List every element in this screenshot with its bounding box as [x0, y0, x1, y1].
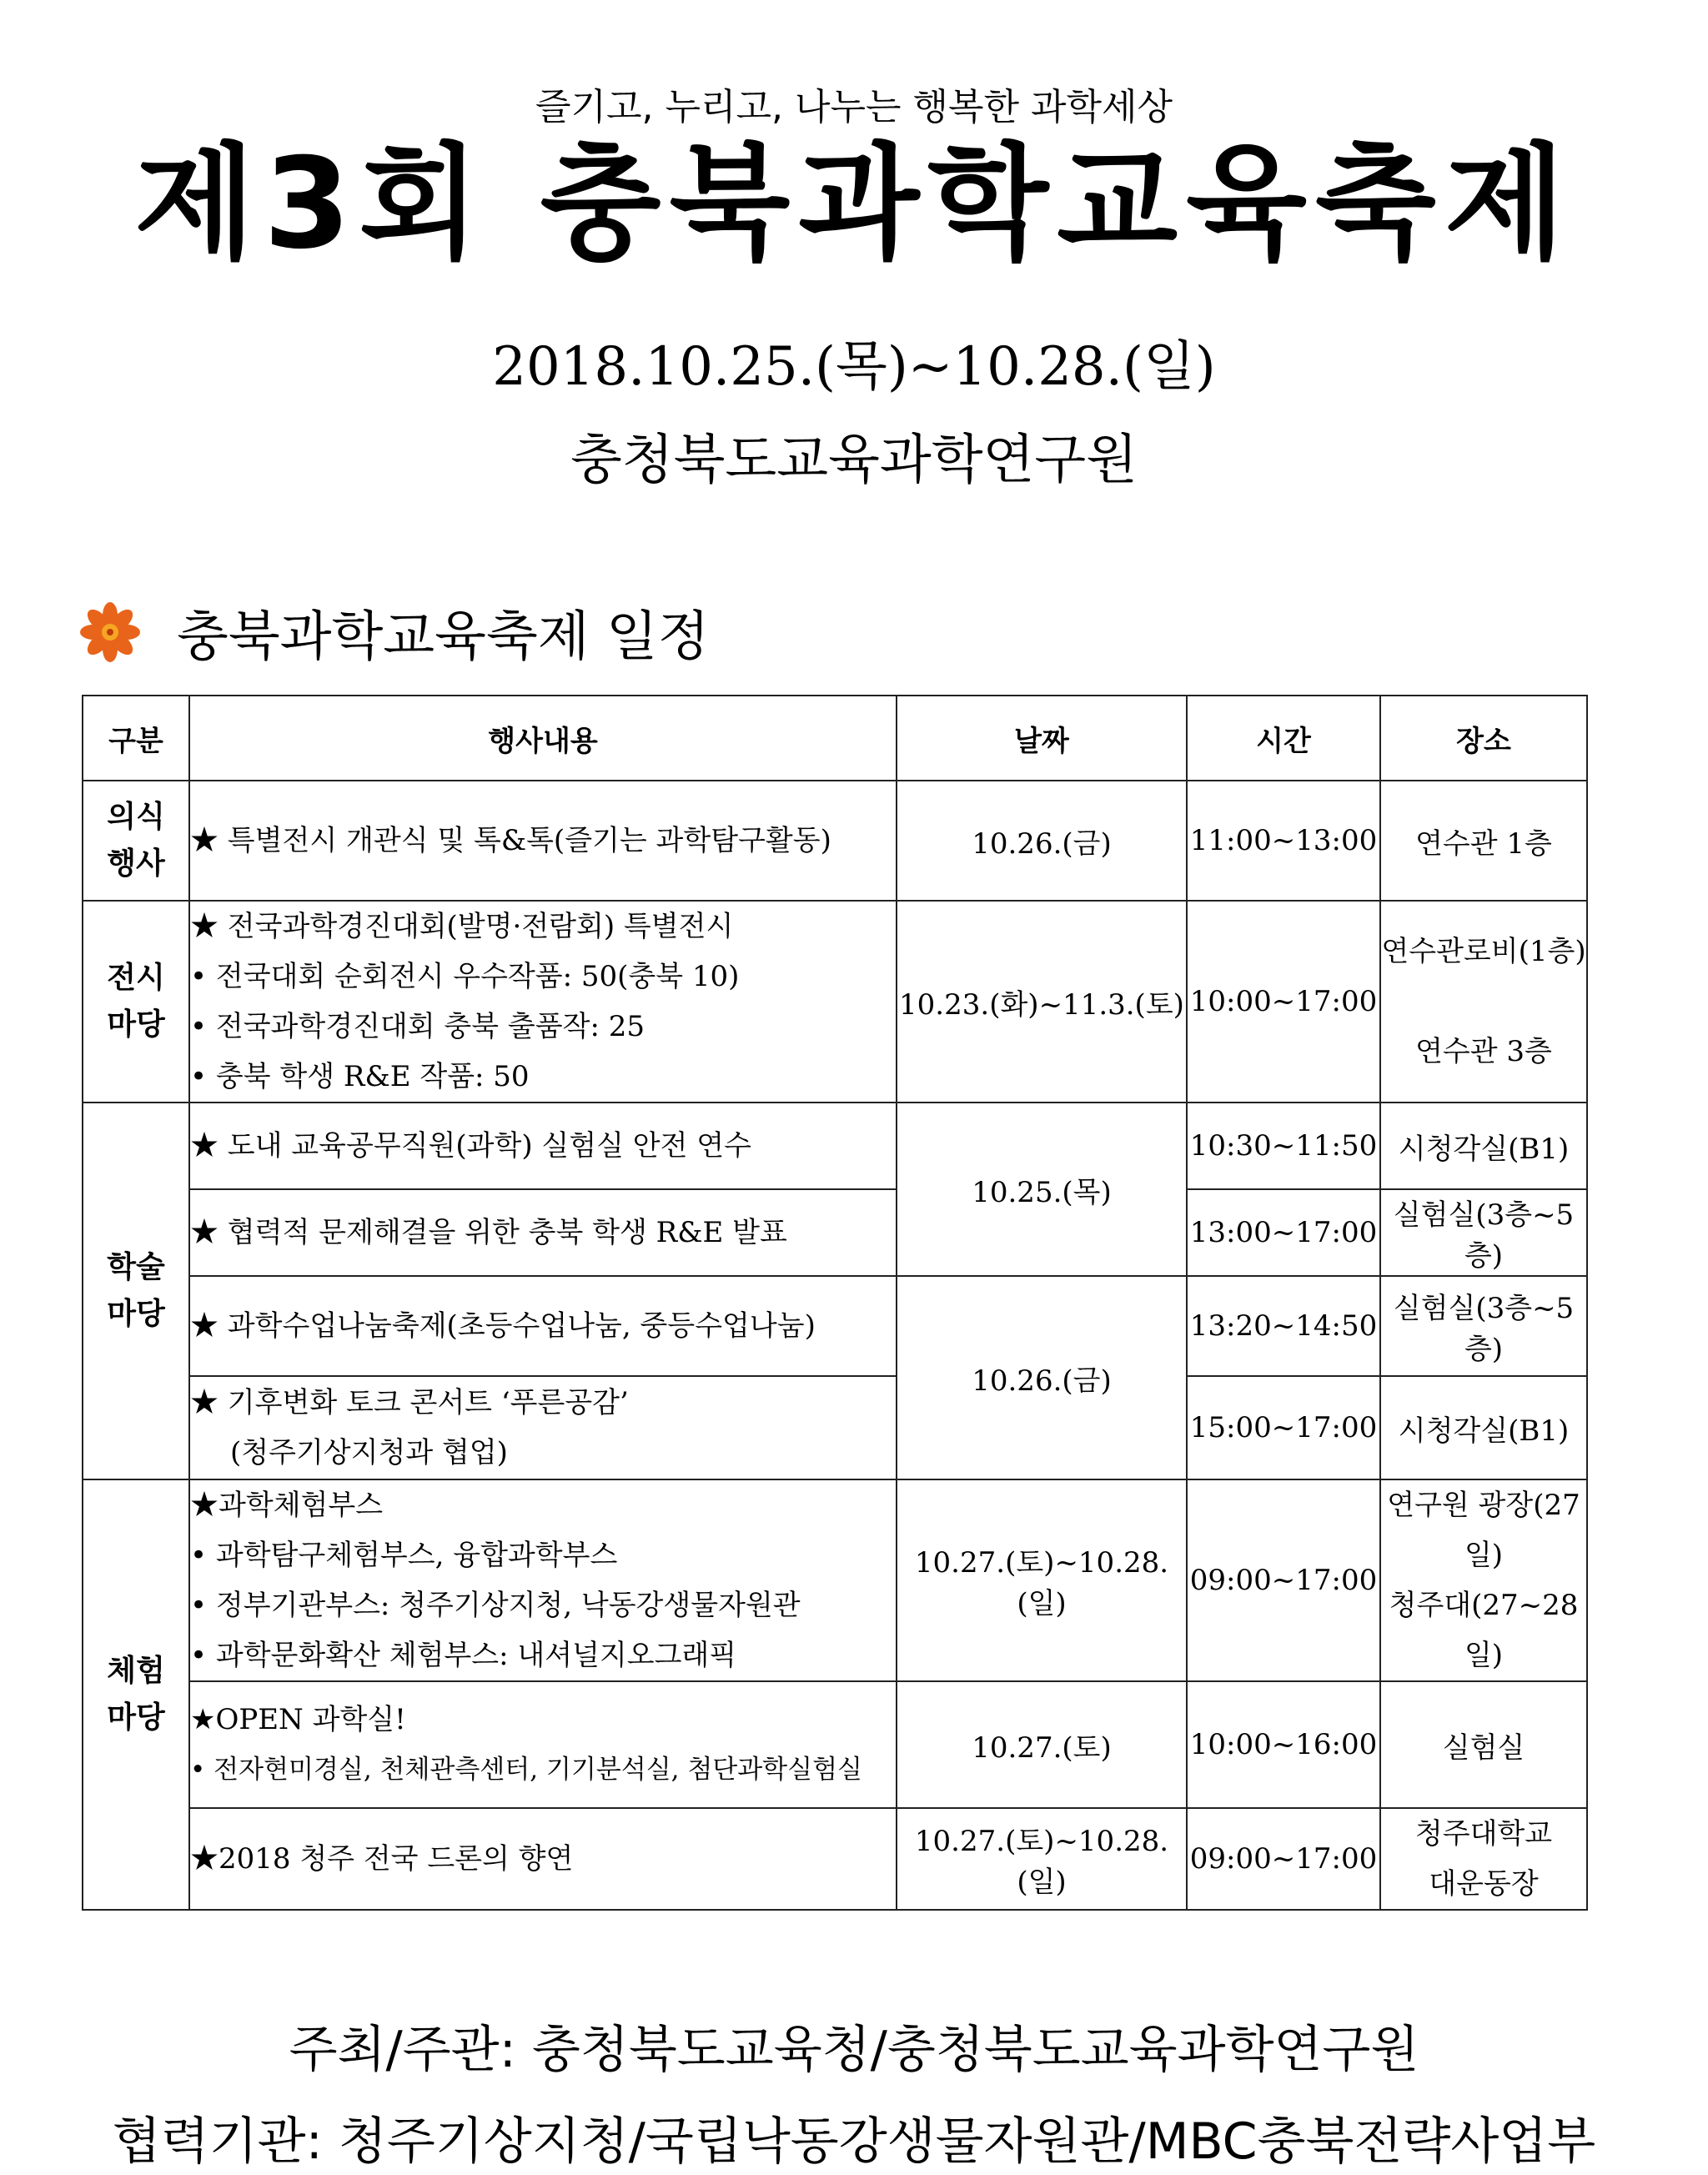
- category-experience: [83, 1479, 189, 1910]
- section-heading: [80, 594, 710, 671]
- event-content: ★ 특별전시 개관식 및 톡&톡(즐기는 과학탐구활동): [189, 781, 897, 901]
- table-row: [83, 1376, 1587, 1479]
- event-date: 10.27.(토): [897, 1681, 1187, 1808]
- content-line: • 전국대회 순회전시 우수작품: 50(충북 10): [190, 960, 740, 993]
- event-time: 09:00~17:00: [1187, 1479, 1380, 1681]
- category-label-line1: 전시: [107, 961, 165, 995]
- event-date: 10.26.(금): [897, 1276, 1187, 1479]
- table-row: [83, 901, 1587, 1103]
- category-academic: [83, 1103, 189, 1479]
- table-header-row: [83, 696, 1587, 781]
- category-label-line2: 마당: [107, 1297, 165, 1331]
- event-time: 13:00~17:00: [1187, 1189, 1380, 1276]
- table-row: [83, 1189, 1587, 1276]
- table-row: [83, 1103, 1587, 1189]
- flower-icon: [80, 602, 140, 662]
- event-content: [189, 1376, 897, 1479]
- event-time: 10:00~16:00: [1187, 1681, 1380, 1808]
- place-line: 연수관 3층: [1415, 1035, 1552, 1068]
- event-content: ★2018 청주 전국 드론의 향연: [189, 1808, 897, 1910]
- event-place: 시청각실(B1): [1380, 1103, 1587, 1189]
- event-time: 11:00~13:00: [1187, 781, 1380, 901]
- event-date: 10.25.(목): [897, 1103, 1187, 1276]
- event-content: ★ 협력적 문제해결을 위한 충북 학생 R&E 발표: [189, 1189, 897, 1276]
- place-line: 대운동장: [1429, 1867, 1539, 1901]
- header-content: 행사내용: [189, 696, 897, 781]
- table-row: [83, 1276, 1587, 1376]
- place-line: 연수관로비(1층): [1381, 935, 1586, 968]
- event-place: 연수관 1층: [1380, 781, 1587, 901]
- table-row: [83, 1808, 1587, 1910]
- place-line: 청주대학교: [1414, 1817, 1553, 1851]
- content-line: (청주기상지청과 협업): [230, 1436, 508, 1469]
- slogan: 즐기고, 누리고, 나누는 행복한 과학세상: [535, 86, 1173, 128]
- place-spacer: [1381, 977, 1586, 1027]
- content-line: ★과학체험부스: [190, 1489, 384, 1522]
- content-line: • 과학탐구체험부스, 융합과학부스: [190, 1539, 618, 1572]
- event-place: [1380, 1479, 1587, 1681]
- organization-name: 충청북도교육과학연구원: [570, 429, 1138, 491]
- category-ceremony: [83, 781, 189, 901]
- event-date: 10.27.(토)~10.28.(일): [897, 1808, 1187, 1910]
- content-line: • 전국과학경진대회 충북 출품작: 25: [190, 1010, 645, 1043]
- content-line: • 과학문화확산 체험부스: 내셔널지오그래픽: [190, 1639, 737, 1672]
- main-title: 제3회 충북과학교육축제: [134, 132, 1574, 277]
- category-label-line2: 행사: [107, 846, 165, 881]
- footer-host: 주최/주관: 충청북도교육청/충청북도교육과학연구원: [289, 2021, 1419, 2079]
- header-place: 장소: [1380, 696, 1587, 781]
- event-content: [189, 901, 897, 1103]
- category-label-line1: 의식: [107, 800, 165, 834]
- content-line: ★ 기후변화 토크 콘서트 ‘푸른공감’: [190, 1386, 629, 1419]
- event-place: 실험실(3층~5층): [1380, 1189, 1587, 1276]
- event-place: 시청각실(B1): [1380, 1376, 1587, 1479]
- event-content: ★ 도내 교육공무직원(과학) 실험실 안전 연수: [189, 1103, 897, 1189]
- category-label-line2: 마당: [107, 1700, 165, 1735]
- place-line: 연구원 광장(27일): [1387, 1489, 1580, 1572]
- footer-partners: 협력기관: 청주기상지청/국립낙동강생물자원관/MBC충북전략사업부: [112, 2112, 1596, 2171]
- content-line: • 정부기관부스: 청주기상지청, 낙동강생물자원관: [190, 1589, 801, 1622]
- category-exhibit: [83, 901, 189, 1103]
- event-place: 실험실: [1380, 1681, 1587, 1808]
- event-time: 09:00~17:00: [1187, 1808, 1380, 1910]
- event-date: 10.27.(토)~10.28.(일): [897, 1479, 1187, 1681]
- table-row: [83, 1681, 1587, 1808]
- content-line: ★OPEN 과학실!: [190, 1703, 406, 1736]
- event-place: 실험실(3층~5층): [1380, 1276, 1587, 1376]
- event-time: 13:20~14:50: [1187, 1276, 1380, 1376]
- schedule-table: [82, 695, 1588, 1911]
- table-row: [83, 781, 1587, 901]
- festival-dates: 2018.10.25.(목)~10.28.(일): [492, 336, 1216, 398]
- event-time: 10:30~11:50: [1187, 1103, 1380, 1189]
- event-time: 15:00~17:00: [1187, 1376, 1380, 1479]
- event-date: 10.23.(화)~11.3.(토): [897, 901, 1187, 1103]
- event-content: [189, 1479, 897, 1681]
- content-line: • 전자현미경실, 천체관측센터, 기기분석실, 첨단과학실험실: [190, 1755, 862, 1785]
- event-date: 10.26.(금): [897, 781, 1187, 901]
- event-content: ★ 과학수업나눔축제(초등수업나눔, 중등수업나눔): [189, 1276, 897, 1376]
- event-content: [189, 1681, 897, 1808]
- place-line: 청주대(27~28일): [1389, 1589, 1579, 1672]
- category-label-line1: 학술: [107, 1250, 165, 1284]
- category-label-line1: 체험: [107, 1654, 165, 1688]
- header-date: 날짜: [897, 696, 1187, 781]
- content-line: • 충북 학생 R&E 작품: 50: [190, 1060, 530, 1093]
- section-title: 충북과학교육축제 일정: [177, 606, 710, 668]
- event-time: 10:00~17:00: [1187, 901, 1380, 1103]
- header-category: 구분: [83, 696, 189, 781]
- event-place: [1380, 901, 1587, 1103]
- event-place: [1380, 1808, 1587, 1910]
- table-row: [83, 1479, 1587, 1681]
- category-label-line2: 마당: [107, 1007, 165, 1042]
- header-time: 시간: [1187, 696, 1380, 781]
- content-line: ★ 전국과학경진대회(발명·전람회) 특별전시: [190, 910, 734, 943]
